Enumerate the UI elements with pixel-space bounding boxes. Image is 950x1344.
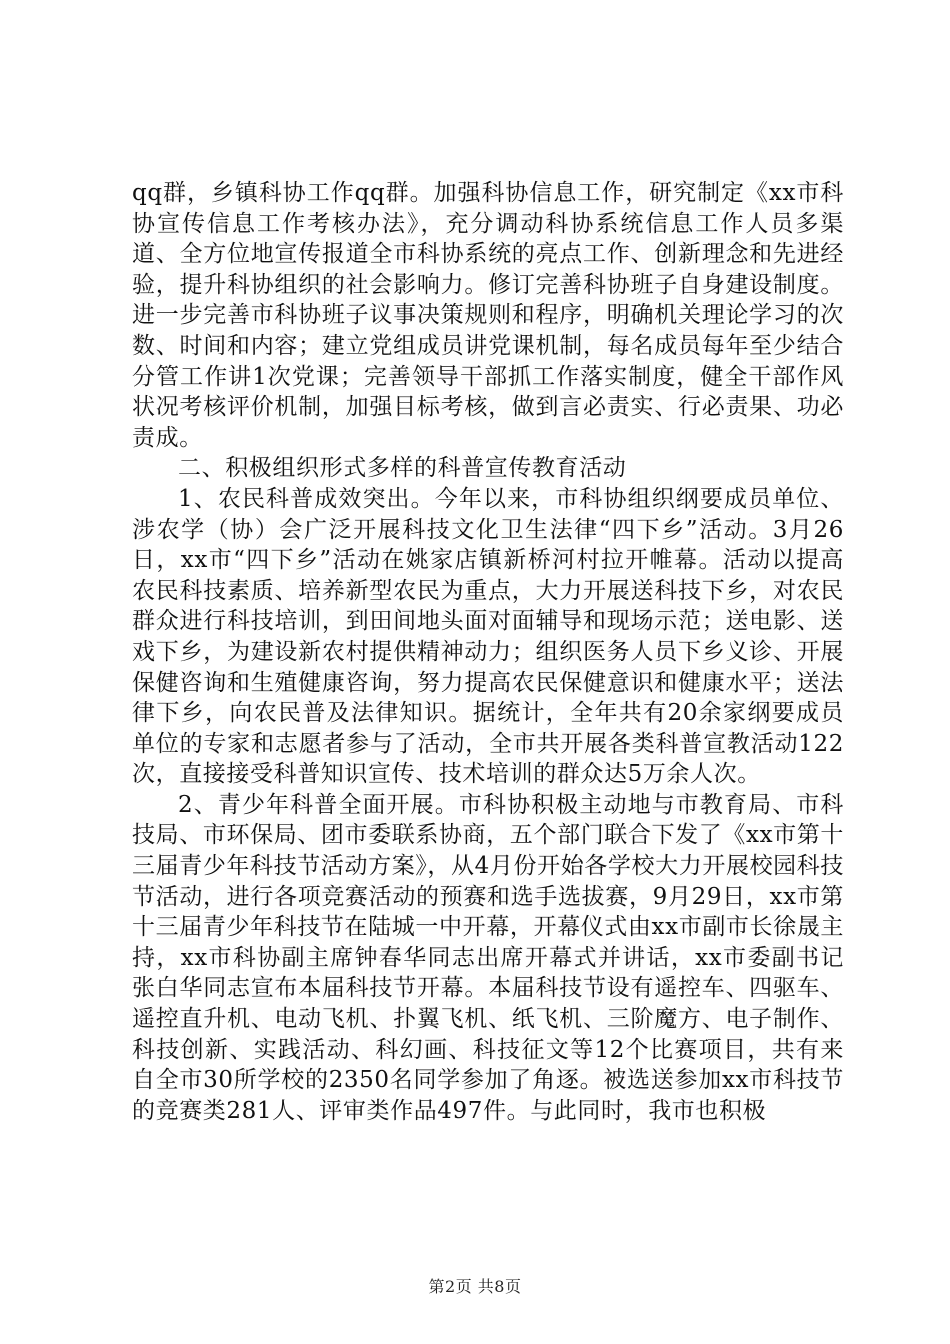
paragraph-youth-science: 2、青少年科普全面开展。市科协积极主动地与市教育局、市科技局、市环保局、团市委联系协商，五个部门联合下发了《xx市第十三届青少年科技节活动方案》，从4月份开始各学校大力开展校园科技节活动，进行各项竞赛活动的预赛和选手选拔赛，9月29日，xx市第十三届青少年科技节在陆城一中开幕，开幕仪式由xx市副市长徐晟主持，xx市科协副主席钟春华同志出席开幕式并讲话，xx市委副书记张白华同志宣布本届科技节开幕。本届科技节设有遥控车、四驱车、遥控直升机、电动飞机、扑翼飞机、纸飞机、三阶魔方、电子制作、科技创新、实践活动、科幻画、科技征文等12个比赛项目，共有来自全市30所学校的2350名同学参加了角逐。被选送参加xx市科技节的竞赛类281人、评审类作品497件。与此同时，我市也积极 (132, 791, 844, 1124)
paragraph-farmer-science: 1、农民科普成效突出。今年以来，市科协组织纲要成员单位、涉农学（协）会广泛开展科技文化卫生法律“四下乡”活动。3月26日，xx市“四下乡”活动在姚家店镇新桥河村拉开帷幕。活动以提高农民科技素质、培养新型农民为重点，大力开展送科技下乡，对农民群众进行科技培训，到田间地头面对面辅导和现场示范；送电影、送戏下乡，为建设新农村提供精神动力；组织医务人员下乡义诊、开展保健咨询和生殖健康咨询，努力提高农民保健意识和健康水平；送法律下乡，向农民普及法律知识。据统计，全年共有20余家纲要成员单位的专家和志愿者参与了活动，全市共开展各类科普宣教活动122次，直接接受科普知识宣传、技术培训的群众达5万余人次。 (132, 485, 844, 788)
document-body (132, 178, 844, 1126)
paragraph-continuation: qq群，乡镇科协工作qq群。加强科协信息工作，研究制定《xx市科协宣传信息工作考核办法》，充分调动科协系统信息工作人员多渠道、全方位地宣传报道全市科协系统的亮点工作、创新理念和先进经验，提升科协组织的社会影响力。修订完善科协班子自身建设制度。进一步完善市科协班子议事决策规则和程序，明确机关理论学习的次数、时间和内容；建立党组成员讲党课机制，每名成员每年至少结合分管工作讲1次党课；完善领导干部抓工作落实制度，健全干部作风状况考核评价机制，加强目标考核，做到言必责实、行必责果、功必责成。 (132, 180, 844, 451)
page-number-footer: 第2页 共8页 (428, 1277, 522, 1296)
section-heading: 二、积极组织形式多样的科普宣传教育活动 (178, 455, 627, 482)
